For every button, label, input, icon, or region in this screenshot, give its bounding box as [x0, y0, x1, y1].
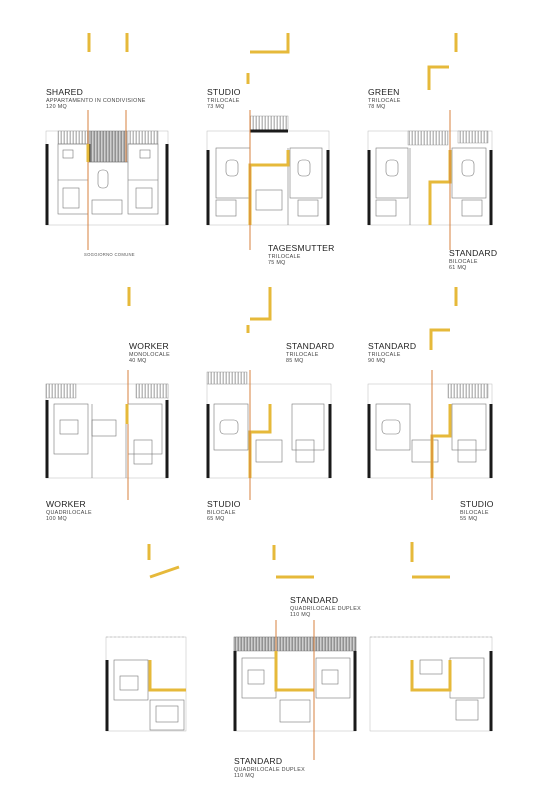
unit-type: APPARTAMENTO IN CONDIVISIONE: [46, 97, 146, 104]
unit-area: 55 MQ: [460, 516, 478, 523]
unit-area: 120 MQ: [46, 104, 67, 111]
unit-type: MONOLOCALE: [129, 351, 171, 358]
plan-green: [368, 110, 492, 250]
unit-title: STUDIO: [207, 87, 241, 97]
unit-title: STUDIO: [207, 499, 241, 509]
unit-area: 85 MQ: [286, 358, 304, 365]
unit-type: BILOCALE: [207, 509, 236, 516]
unit-area: 40 MQ: [129, 358, 147, 365]
axonometric-hint-row2: [129, 287, 456, 350]
unit-title: SHARED: [46, 87, 84, 97]
unit-title: STANDARD: [449, 248, 498, 258]
plan-standard-85: [207, 370, 331, 500]
unit-title: WORKER: [129, 341, 169, 351]
unit-type: BILOCALE: [460, 509, 489, 516]
axonometric-hint-row1: [89, 33, 456, 90]
plan-duplex-center: [234, 620, 356, 760]
unit-area: 75 MQ: [268, 260, 286, 267]
unit-title: STANDARD: [234, 756, 283, 766]
unit-area: 110 MQ: [234, 773, 255, 780]
plan-studio-73: [207, 110, 329, 250]
unit-type: QUADRILOCALE DUPLEX: [234, 766, 306, 773]
unit-title: STUDIO: [460, 499, 494, 509]
unit-title: WORKER: [46, 499, 86, 509]
unit-title: GREEN: [368, 87, 400, 97]
unit-title: STANDARD: [290, 595, 339, 605]
unit-area: 78 MQ: [368, 104, 386, 111]
unit-area: 73 MQ: [207, 104, 225, 111]
axonometric-hint-row3: [149, 542, 450, 577]
unit-type: TRILOCALE: [207, 97, 240, 104]
unit-type: BILOCALE: [449, 258, 478, 265]
unit-type: TRILOCALE: [368, 351, 401, 358]
unit-title: STANDARD: [368, 341, 417, 351]
unit-type: TRILOCALE: [268, 253, 301, 260]
unit-type: TRILOCALE: [286, 351, 319, 358]
unit-type: QUADRILOCALE DUPLEX: [290, 605, 362, 612]
unit-area: 90 MQ: [368, 358, 386, 365]
plan-duplex-right: [370, 637, 492, 731]
unit-type: TRILOCALE: [368, 97, 401, 104]
common-room-caption: SOGGIORNO COMUNE: [84, 252, 135, 257]
unit-area: 65 MQ: [207, 516, 225, 523]
unit-type: QUADRILOCALE: [46, 509, 92, 516]
plan-duplex-left: [106, 637, 186, 731]
plan-standard-90: [368, 370, 492, 500]
unit-area: 61 MQ: [449, 265, 467, 272]
plan-shared: [46, 110, 168, 250]
unit-title: TAGESMUTTER: [268, 243, 335, 253]
unit-title: STANDARD: [286, 341, 335, 351]
unit-area: 100 MQ: [46, 516, 67, 523]
unit-area: 110 MQ: [290, 612, 311, 619]
plan-worker: [46, 370, 168, 500]
